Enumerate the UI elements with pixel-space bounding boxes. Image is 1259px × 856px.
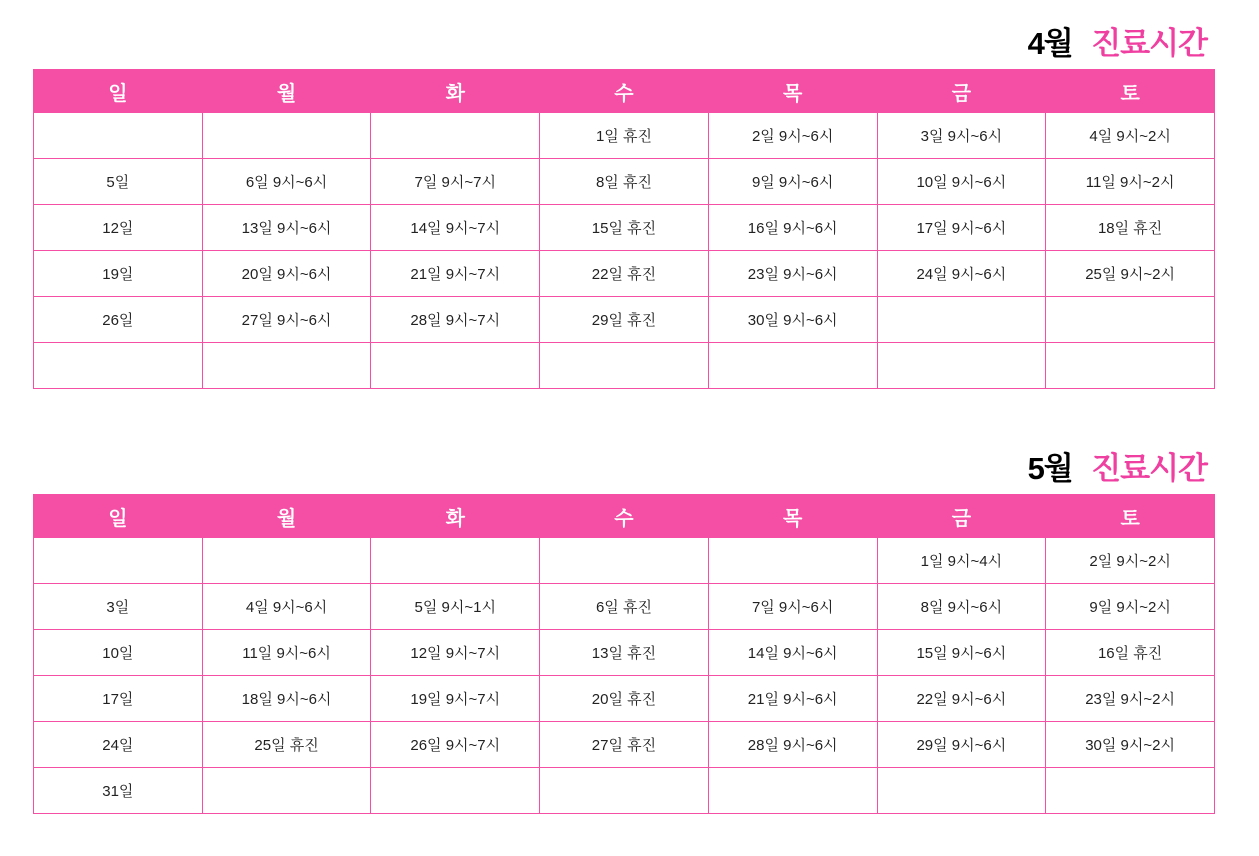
calendar-day-cell: 29일 휴진 <box>540 297 709 343</box>
calendar-day-cell: 31일 <box>34 768 203 814</box>
weekday-header-thu: 목 <box>708 70 877 113</box>
calendar-day-cell: 18일 휴진 <box>1046 205 1215 251</box>
calendar-day-cell: 7일 9시~7시 <box>371 159 540 205</box>
calendar-day-cell: 16일 9시~6시 <box>708 205 877 251</box>
calendar-day-cell: 13일 9시~6시 <box>202 205 371 251</box>
calendar-day-cell: 4일 9시~2시 <box>1046 113 1215 159</box>
calendar-day-cell: 26일 <box>34 297 203 343</box>
calendar-day-cell: 18일 9시~6시 <box>202 676 371 722</box>
calendar-day-cell: 22일 휴진 <box>540 251 709 297</box>
calendar-day-cell <box>708 538 877 584</box>
calendar-day-cell <box>202 343 371 389</box>
calendar-table-may <box>33 494 1215 814</box>
calendar-day-cell: 13일 휴진 <box>540 630 709 676</box>
calendar-day-cell: 24일 <box>34 722 203 768</box>
calendar-day-cell <box>708 768 877 814</box>
calendar-day-cell <box>202 768 371 814</box>
calendar-day-cell: 10일 <box>34 630 203 676</box>
calendar-day-cell: 14일 9시~6시 <box>708 630 877 676</box>
calendar-day-cell: 29일 9시~6시 <box>877 722 1046 768</box>
calendar-body-april <box>34 113 1215 389</box>
weekday-header-sun: 일 <box>34 70 203 113</box>
calendar-week-row <box>34 722 1215 768</box>
weekday-header-wed: 수 <box>540 495 709 538</box>
calendar-day-cell: 3일 <box>34 584 203 630</box>
calendar-day-cell: 25일 9시~2시 <box>1046 251 1215 297</box>
calendar-day-cell <box>371 768 540 814</box>
calendar-table-april <box>33 69 1215 389</box>
calendar-week-row <box>34 251 1215 297</box>
calendar-day-cell <box>1046 297 1215 343</box>
calendar-day-cell: 23일 9시~6시 <box>708 251 877 297</box>
calendar-day-cell: 6일 9시~6시 <box>202 159 371 205</box>
calendar-week-row <box>34 676 1215 722</box>
calendar-day-cell: 17일 9시~6시 <box>877 205 1046 251</box>
calendar-day-cell: 23일 9시~2시 <box>1046 676 1215 722</box>
weekday-header-sat: 토 <box>1046 495 1215 538</box>
calendar-day-cell: 27일 9시~6시 <box>202 297 371 343</box>
calendar-day-cell: 27일 휴진 <box>540 722 709 768</box>
calendar-day-cell: 28일 9시~7시 <box>371 297 540 343</box>
calendar-day-cell: 12일 <box>34 205 203 251</box>
calendar-day-cell: 3일 9시~6시 <box>877 113 1046 159</box>
calendar-day-cell <box>371 538 540 584</box>
calendar-day-cell <box>540 768 709 814</box>
weekday-header-thu: 목 <box>708 495 877 538</box>
calendar-day-cell: 21일 9시~7시 <box>371 251 540 297</box>
calendar-day-cell <box>202 113 371 159</box>
calendar-day-cell <box>34 343 203 389</box>
calendar-day-cell: 30일 9시~2시 <box>1046 722 1215 768</box>
calendar-day-cell: 30일 9시~6시 <box>708 297 877 343</box>
month-label: 4월 <box>1027 26 1073 61</box>
calendar-day-cell <box>202 538 371 584</box>
calendar-may <box>33 443 1215 814</box>
calendar-day-cell: 5일 <box>34 159 203 205</box>
calendar-day-cell: 1일 휴진 <box>540 113 709 159</box>
calendar-day-cell <box>708 343 877 389</box>
weekday-header-fri: 금 <box>877 70 1046 113</box>
calendar-day-cell: 10일 9시~6시 <box>877 159 1046 205</box>
calendar-day-cell: 6일 휴진 <box>540 584 709 630</box>
calendar-day-cell: 26일 9시~7시 <box>371 722 540 768</box>
calendar-day-cell <box>540 538 709 584</box>
weekday-header-row <box>34 70 1215 113</box>
calendar-day-cell <box>34 113 203 159</box>
calendar-day-cell: 11일 9시~6시 <box>202 630 371 676</box>
calendar-title-may <box>33 443 1215 488</box>
calendar-day-cell: 22일 9시~6시 <box>877 676 1046 722</box>
calendar-week-row <box>34 343 1215 389</box>
calendar-week-row <box>34 584 1215 630</box>
weekday-header-fri: 금 <box>877 495 1046 538</box>
calendar-day-cell: 2일 9시~6시 <box>708 113 877 159</box>
calendar-day-cell: 15일 휴진 <box>540 205 709 251</box>
weekday-header-tue: 화 <box>371 70 540 113</box>
calendar-day-cell: 16일 휴진 <box>1046 630 1215 676</box>
calendar-week-row <box>34 538 1215 584</box>
calendar-week-row <box>34 768 1215 814</box>
weekday-header-mon: 월 <box>202 70 371 113</box>
calendar-week-row <box>34 630 1215 676</box>
weekday-header-mon: 월 <box>202 495 371 538</box>
calendar-day-cell: 21일 9시~6시 <box>708 676 877 722</box>
calendar-day-cell: 15일 9시~6시 <box>877 630 1046 676</box>
calendar-day-cell: 19일 9시~7시 <box>371 676 540 722</box>
calendar-day-cell: 19일 <box>34 251 203 297</box>
calendar-day-cell: 17일 <box>34 676 203 722</box>
calendar-day-cell: 9일 9시~2시 <box>1046 584 1215 630</box>
calendar-title-april <box>33 18 1215 63</box>
calendar-day-cell: 4일 9시~6시 <box>202 584 371 630</box>
calendar-body-may <box>34 538 1215 814</box>
weekday-header-sat: 토 <box>1046 70 1215 113</box>
calendar-day-cell <box>371 113 540 159</box>
calendar-day-cell <box>540 343 709 389</box>
calendar-day-cell <box>34 538 203 584</box>
calendar-day-cell: 9일 9시~6시 <box>708 159 877 205</box>
calendar-week-row <box>34 205 1215 251</box>
calendar-day-cell: 8일 휴진 <box>540 159 709 205</box>
calendar-week-row <box>34 159 1215 205</box>
calendar-day-cell <box>877 297 1046 343</box>
calendar-day-cell: 1일 9시~4시 <box>877 538 1046 584</box>
calendar-day-cell <box>371 343 540 389</box>
calendar-day-cell <box>1046 343 1215 389</box>
calendar-day-cell: 20일 휴진 <box>540 676 709 722</box>
calendar-day-cell: 2일 9시~2시 <box>1046 538 1215 584</box>
month-label: 5월 <box>1027 451 1073 486</box>
calendar-day-cell: 5일 9시~1시 <box>371 584 540 630</box>
calendar-day-cell: 14일 9시~7시 <box>371 205 540 251</box>
weekday-header-tue: 화 <box>371 495 540 538</box>
calendar-day-cell <box>877 768 1046 814</box>
calendar-day-cell: 28일 9시~6시 <box>708 722 877 768</box>
calendar-day-cell: 8일 9시~6시 <box>877 584 1046 630</box>
calendar-day-cell <box>1046 768 1215 814</box>
calendar-day-cell: 7일 9시~6시 <box>708 584 877 630</box>
schedule-label: 진료시간 <box>1091 451 1207 486</box>
calendar-week-row <box>34 297 1215 343</box>
weekday-header-row <box>34 495 1215 538</box>
calendar-week-row <box>34 113 1215 159</box>
calendar-day-cell: 24일 9시~6시 <box>877 251 1046 297</box>
calendar-day-cell <box>877 343 1046 389</box>
calendar-day-cell: 11일 9시~2시 <box>1046 159 1215 205</box>
weekday-header-wed: 수 <box>540 70 709 113</box>
weekday-header-sun: 일 <box>34 495 203 538</box>
calendar-day-cell: 20일 9시~6시 <box>202 251 371 297</box>
calendar-day-cell: 12일 9시~7시 <box>371 630 540 676</box>
schedule-label: 진료시간 <box>1091 26 1207 61</box>
calendar-day-cell: 25일 휴진 <box>202 722 371 768</box>
calendar-april <box>33 18 1215 389</box>
